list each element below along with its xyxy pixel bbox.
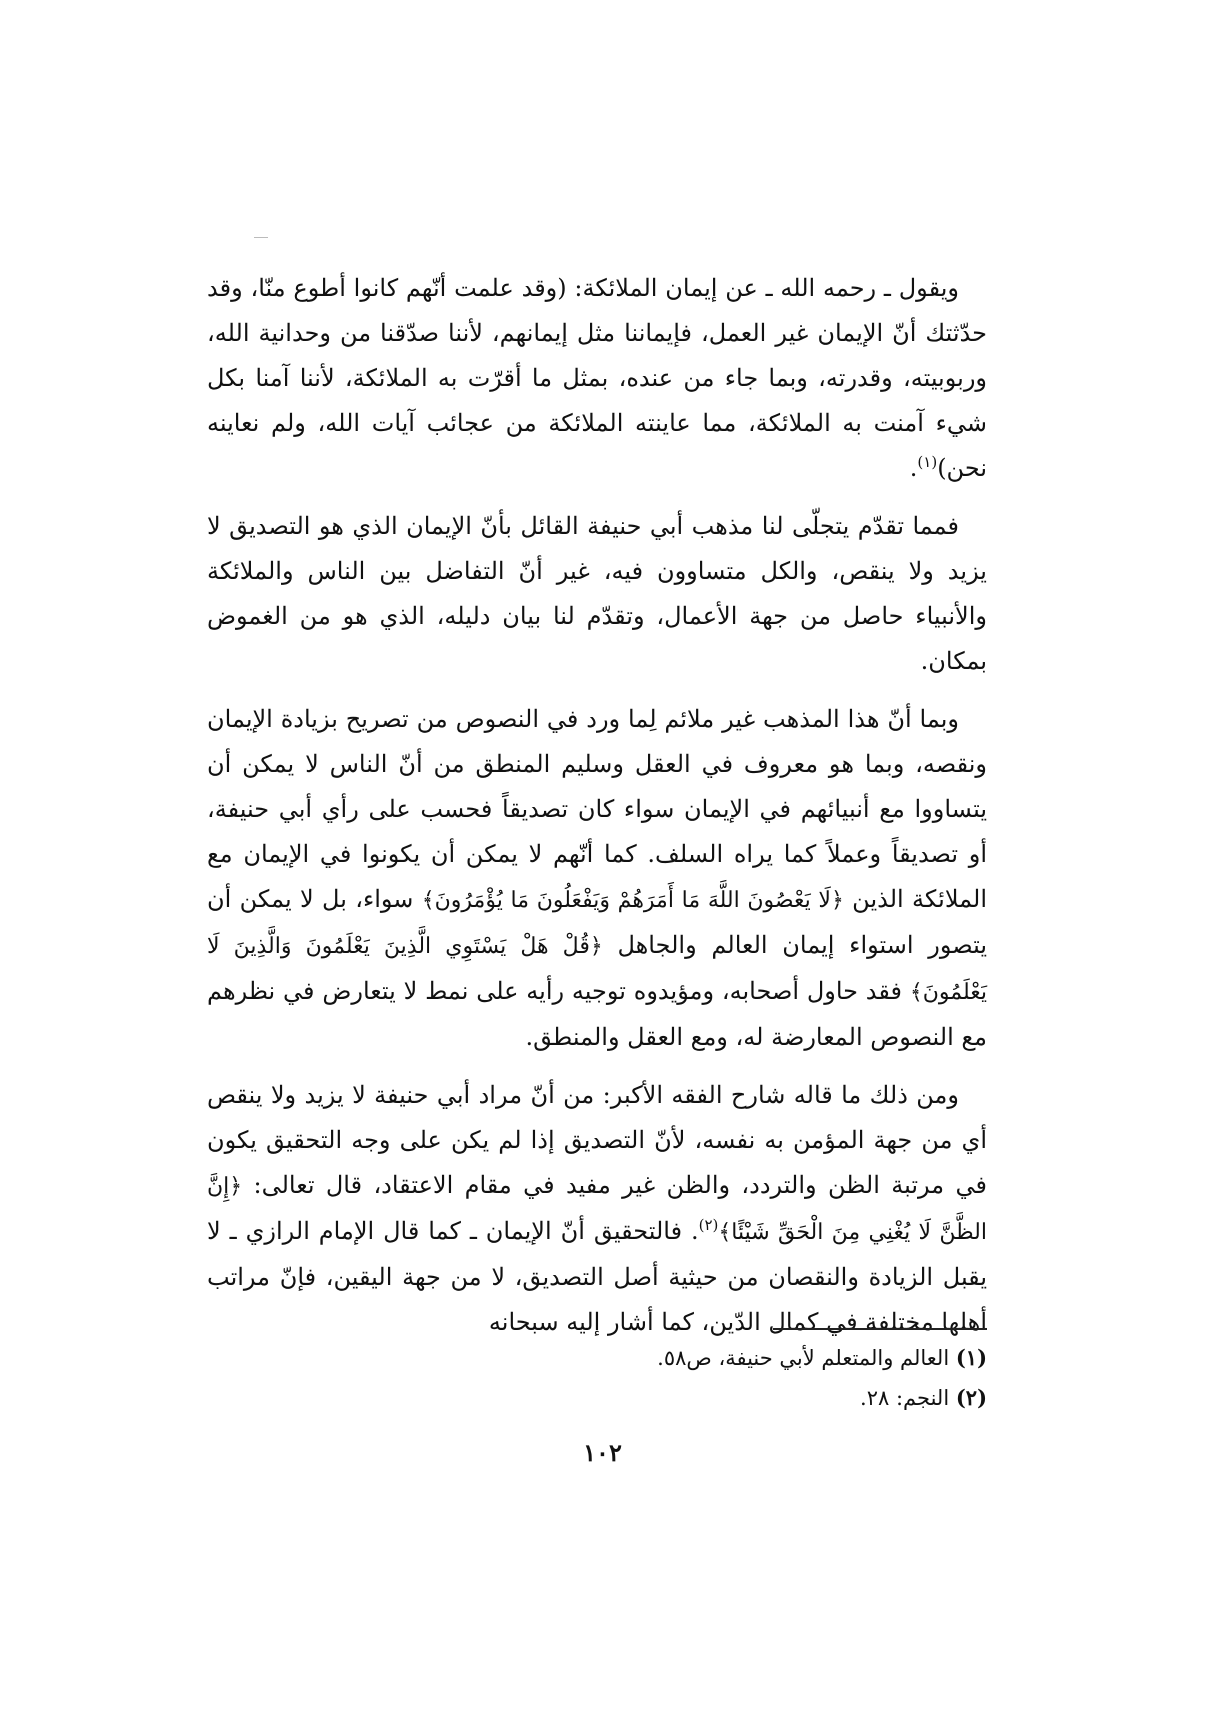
quran-verse: ﴿لَا يَعْصُونَ اللَّهَ مَا أَمَرَهُمْ وَيَفْعَلُونَ مَا يُؤْمَرُونَ﴾ bbox=[421, 888, 844, 913]
scan-speck bbox=[254, 237, 268, 238]
footnote-divider bbox=[773, 1328, 987, 1330]
paragraph-text: . bbox=[909, 454, 918, 482]
footnote-text: النجم: ٢٨. bbox=[860, 1386, 950, 1410]
paragraph-text: فقد حاول أصحابه، ومؤيدوه توجيه رأيه على نمط لا يتعارض في نظرهم مع النصوص المعارضة له، ومع العقل والمنطق. bbox=[207, 977, 987, 1051]
body-text bbox=[207, 266, 987, 1345]
paragraph-text: ومن ذلك ما قاله شارح الفقه الأكبر: من أنّ مراد أبي حنيفة لا يزيد ولا ينقص أي من جهة المؤمن به نفسه، لأنّ التصديق إذا لم يكن على وجه التحقيق يكون في مرتبة الظن والتردد، والظن غير مفيد في مقام الاعتقاد، قال تعالى: bbox=[207, 1081, 987, 1199]
footnotes bbox=[207, 1338, 987, 1418]
paragraph-4 bbox=[207, 1073, 987, 1345]
paragraph-text: سواء، بل لا يمكن أن يتصور استواء إيمان العالم والجاهل bbox=[207, 885, 987, 959]
paragraph-2 bbox=[207, 504, 987, 684]
footnote-1 bbox=[207, 1338, 987, 1378]
footnote-reference: (٢) bbox=[698, 1216, 719, 1234]
quran-verse: ﴿قُلْ هَلْ يَسْتَوِي الَّذِينَ يَعْلَمُونَ وَالَّذِينَ لَا يَعْلَمُونَ﴾ bbox=[207, 934, 987, 1005]
footnote-reference: (١) bbox=[917, 453, 938, 471]
paragraph-text: وبما أنّ هذا المذهب غير ملائم لِما ورد في النصوص من تصريح بزيادة الإيمان ونقصه، وبما هو معروف في العقل وسليم المنطق من أنّ الناس لا يمكن أن يتساووا مع أنبيائهم في الإيمان سواء كان تصديقاً فحسب على رأي أبي حنيفة، أو تصديقاً وعملاً كما يراه السلف. كما أنّهم لا يمكن أن يكونوا في الإيمان مع الملائكة الذين bbox=[207, 705, 988, 913]
footnote-text: العالم والمتعلم لأبي حنيفة، ص٥٨. bbox=[657, 1346, 950, 1370]
footnote-2 bbox=[207, 1378, 987, 1418]
footnote-number: (١) bbox=[955, 1345, 987, 1370]
paragraph-text: فمما تقدّم يتجلّى لنا مذهب أبي حنيفة القائل بأنّ الإيمان الذي هو التصديق لا يزيد ولا ينقص، والكل متساوون فيه، غير أنّ التفاضل بين الناس والملائكة والأنبياء حاصل من جهة الأعمال، وتقدّم لنا بيان دليله، الذي هو من الغموض بمكان. bbox=[207, 512, 987, 675]
footnote-number: (٢) bbox=[955, 1385, 987, 1410]
page-number: ١٠٢ bbox=[583, 1438, 622, 1467]
quran-verse: ﴿إِنَّ الظَّنَّ لَا يُغْنِي مِنَ الْحَقِّ شَيْئًا﴾ bbox=[207, 1174, 987, 1245]
paragraph-text: ويقول ـ رحمه الله ـ عن إيمان الملائكة: (وقد علمت أنّهم كانوا أطوع منّا، وقد حدّثتك أنّ الإيمان غير العمل، فإيماننا مثل إيمانهم، لأننا صدّقنا من وحدانية الله، وربوبيته، وقدرته، وبما جاء من عنده، بمثل ما أقرّت به الملائكة، لأننا آمنا بكل شيء آمنت به الملائكة، مما عاينته الملائكة من عجائب آيات الله، ولم نعاينه نحن) bbox=[207, 274, 987, 482]
paragraph-text: . فالتحقيق أنّ الإيمان ـ كما قال الإمام الرازي ـ لا يقبل الزيادة والنقصان من حيثية أصل التصديق، لا من جهة اليقين، فإنّ مراتب أهلها مختلفة في كمال الدّين، كما أشار إليه سبحانه bbox=[207, 1217, 987, 1336]
paragraph-1 bbox=[207, 266, 987, 491]
paragraph-3 bbox=[207, 697, 987, 1060]
